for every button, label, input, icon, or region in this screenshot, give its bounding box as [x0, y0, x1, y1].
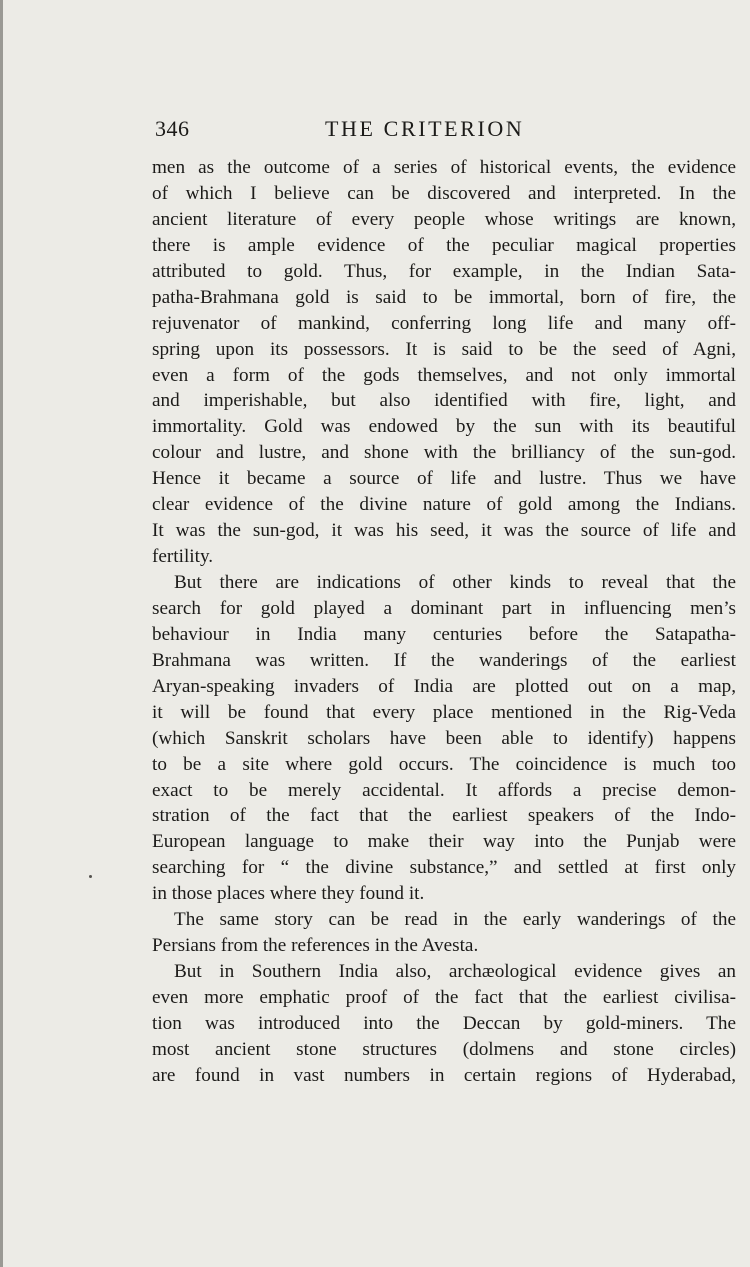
text-line: patha-Brahmana gold is said to be immortal, born of fire, the	[152, 286, 736, 308]
text-line: are found in vast numbers in certain regions of Hyderabad,	[152, 1064, 736, 1086]
text-line: spring upon its possessors. It is said to be the seed of Agni,	[152, 338, 736, 360]
text-line: Brahmana was written. If the wanderings of the earliest	[152, 649, 736, 671]
running-head: THE CRITERION	[325, 116, 525, 141]
paragraph	[152, 155, 736, 570]
text-line: It was the sun-god, it was his seed, it was the source of life and	[152, 520, 736, 542]
page-header	[155, 116, 735, 146]
text-line: But in Southern India also, archæological evidence gives an	[174, 961, 736, 983]
text-line: immortality. Gold was endowed by the sun with its beautiful	[152, 416, 736, 438]
text-line: ancient literature of every people whose writings are known,	[152, 208, 736, 230]
text-line: But there are indications of other kinds to reveal that the	[174, 572, 736, 593]
text-line: clear evidence of the divine nature of gold among the Indians.	[152, 494, 736, 516]
text-line: tion was introduced into the Deccan by gold-miners. The	[152, 1012, 736, 1034]
text-line: attributed to gold. Thus, for example, in the Indian Sata-	[152, 260, 736, 282]
text-line: rejuvenator of mankind, conferring long life and many off-	[152, 312, 736, 334]
text-line: there is ample evidence of the peculiar magical properties	[152, 234, 736, 256]
text-line: and imperishable, but also identified with fire, light, and	[152, 390, 736, 412]
paragraph	[152, 959, 736, 1089]
text-line: colour and lustre, and shone with the brilliancy of the sun-god.	[152, 442, 736, 464]
text-line: search for gold played a dominant part in influencing men’s	[152, 597, 736, 619]
text-line: men as the outcome of a series of historical events, the evidence	[152, 157, 736, 178]
text-line: even more emphatic proof of the fact that the earliest civilisa-	[152, 987, 736, 1008]
text-line: searching for “ the divine substance,” and settled at first only	[152, 857, 736, 879]
text-line: Aryan-speaking invaders of India are plotted out on a map,	[152, 675, 736, 697]
text-line: European language to make their way into the Punjab were	[152, 831, 736, 853]
text-line: of which I believe can be discovered and interpreted. In the	[152, 182, 736, 204]
text-line: it will be found that every place mentioned in the Rig-Veda	[152, 701, 736, 723]
text-line: Hence it became a source of life and lustre. Thus we have	[152, 468, 736, 490]
text-line: The same story can be read in the early wanderings of the	[174, 909, 736, 931]
text-line: fertility.	[152, 546, 214, 568]
page-edge	[0, 0, 3, 1267]
text-line: stration of the fact that the earliest speakers of the Indo-	[152, 805, 736, 827]
text-line: to be a site where gold occurs. The coincidence is much too	[152, 753, 736, 775]
paragraph	[152, 907, 736, 959]
text-line: behaviour in India many centuries before the Satapatha-	[152, 623, 736, 645]
page-number: 346	[155, 116, 190, 141]
ink-speck	[89, 875, 92, 878]
text-line: even a form of the gods themselves, and not only immortal	[152, 364, 736, 386]
text-line: (which Sanskrit scholars have been able to identify) happens	[152, 727, 736, 749]
text-line: in those places where they found it.	[152, 883, 425, 905]
text-line: Persians from the references in the Avesta.	[152, 935, 479, 957]
text-line: most ancient stone structures (dolmens and stone circles)	[152, 1038, 736, 1060]
body-text	[152, 155, 736, 1089]
paragraph	[152, 570, 736, 907]
text-line: exact to be merely accidental. It affords a precise demon-	[152, 779, 736, 801]
